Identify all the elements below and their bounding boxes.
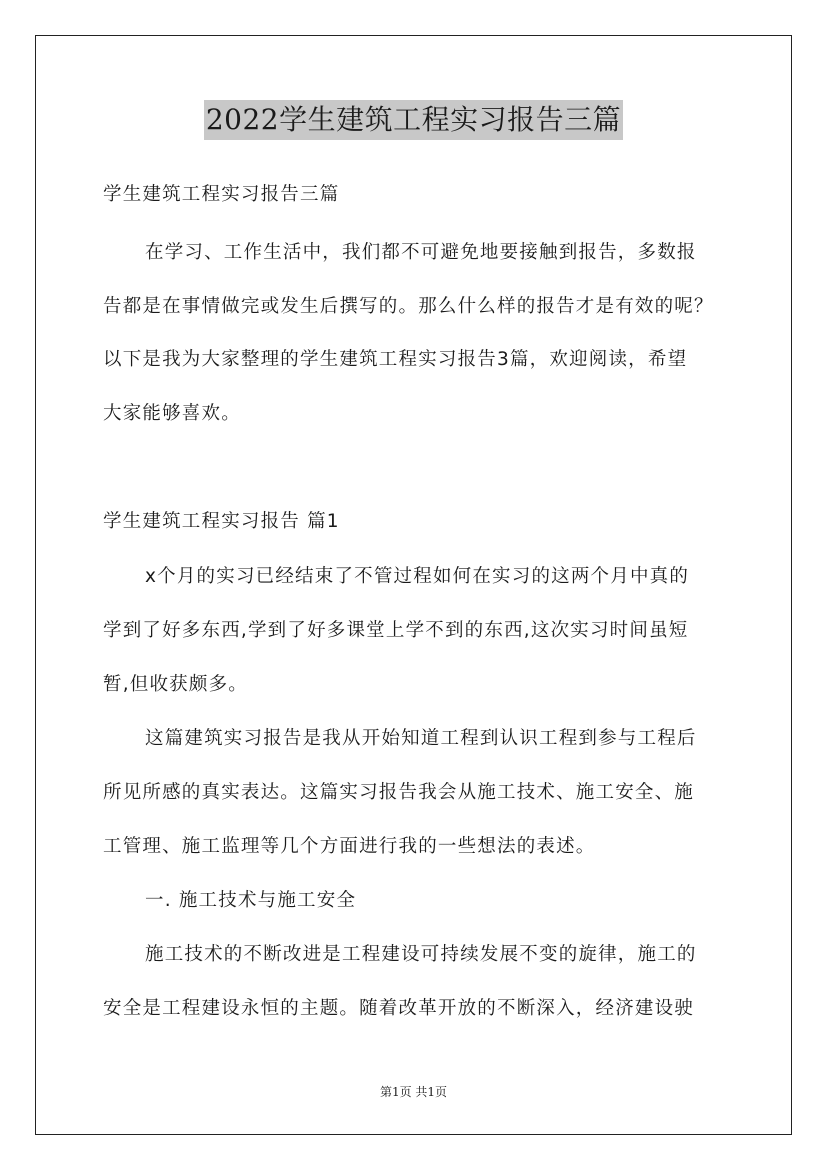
para3-line-2: 安全是工程建设永恒的主题。随着改革开放的不断深入，经济建设驶 — [103, 998, 695, 1019]
para3-line-1: 施工技术的不断改进是工程建设可持续发展不变的旋律，施工的 — [145, 944, 697, 965]
intro-line-1: 在学习、工作生活中，我们都不可避免地要接触到报告，多数报 — [145, 242, 697, 263]
document-title: 2022学生建筑工程实习报告三篇 — [204, 100, 623, 140]
intro-line-4: 大家能够喜欢。 — [103, 403, 241, 424]
para2-line-1: 这篇建筑实习报告是我从开始知道工程到认识工程到参与工程后 — [145, 728, 697, 749]
para1-line-2: 学到了好多东西,学到了好多课堂上学不到的东西,这次实习时间虽短 — [103, 620, 689, 641]
intro-line-3: 以下是我为大家整理的学生建筑工程实习报告3篇，欢迎阅读，希望 — [103, 349, 688, 370]
title-container — [0, 100, 827, 140]
para1-line-3: 暂,但收获颇多。 — [103, 674, 248, 695]
para2-line-2: 所见所感的真实表达。这篇实习报告我会从施工技术、施工安全、施 — [103, 782, 695, 803]
subheading-1: 一. 施工技术与施工安全 — [145, 890, 357, 911]
intro-line-2: 告都是在事情做完或发生后撰写的。那么什么样的报告才是有效的呢？ — [103, 296, 714, 317]
para1-line-1: x个月的实习已经结束了不管过程如何在实习的这两个月中真的 — [145, 566, 690, 587]
page-footer: 第1页 共1页 — [379, 1085, 448, 1099]
section1-heading: 学生建筑工程实习报告 篇1 — [103, 511, 340, 532]
para2-line-3: 工管理、施工监理等几个方面进行我的一些想法的表述。 — [103, 836, 596, 857]
document-heading: 学生建筑工程实习报告三篇 — [103, 184, 340, 205]
